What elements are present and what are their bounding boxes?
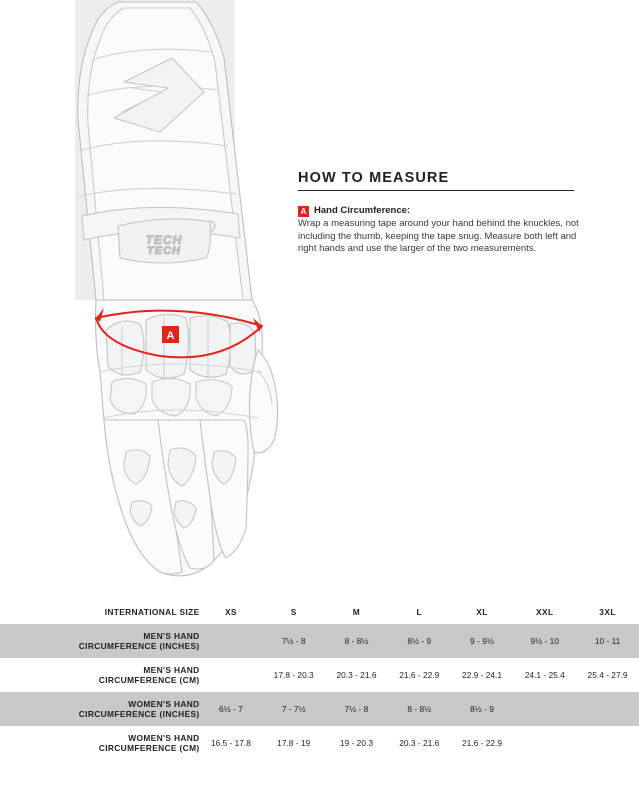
callout-badge-a — [162, 326, 179, 343]
cell-womens-cm-s: 17.8 - 19 — [262, 726, 325, 760]
title-divider — [298, 190, 574, 191]
row-label-mens-cm: MEN'S HAND CIRCUMFERENCE (CM) — [0, 658, 200, 692]
how-to-measure-title: HOW TO MEASURE — [298, 170, 450, 186]
cell-womens-in-xs: 6½ - 7 — [200, 692, 263, 726]
cell-mens-cm-xl: 22.9 - 24.1 — [451, 658, 514, 692]
glove-diagram-svg — [0, 0, 300, 595]
cell-mens-in-l: 8½ - 9 — [388, 624, 451, 658]
brand-badge — [118, 219, 211, 263]
row-label-mens-inches: MEN'S HAND CIRCUMFERENCE (INCHES) — [0, 624, 200, 658]
row-label-womens-inches: WOMEN'S HAND CIRCUMFERENCE (INCHES) — [0, 692, 200, 726]
cell-mens-in-xxl: 9½ - 10 — [513, 624, 576, 658]
badge-a-icon: A — [298, 206, 309, 217]
cell-womens-cm-l: 20.3 - 21.6 — [388, 726, 451, 760]
column-header-xxl: XXL — [513, 600, 576, 624]
cell-womens-cm-xs: 16.5 - 17.8 — [200, 726, 263, 760]
svg-text:TECH: TECH — [145, 233, 183, 247]
cell-mens-cm-xs — [200, 658, 263, 692]
cell-womens-in-m: 7½ - 8 — [325, 692, 388, 726]
cell-womens-in-xxl — [513, 692, 576, 726]
cell-mens-cm-m: 20.3 - 21.6 — [325, 658, 388, 692]
cell-womens-in-3xl — [576, 692, 639, 726]
column-header-l: L — [388, 600, 451, 624]
table-header-label: INTERNATIONAL SIZE — [0, 600, 200, 624]
table-row — [0, 692, 639, 726]
cell-womens-in-xl: 8½ - 9 — [451, 692, 514, 726]
how-to-measure-block — [298, 170, 598, 256]
cell-womens-cm-xxl — [513, 726, 576, 760]
cell-mens-in-xl: 9 - 9½ — [451, 624, 514, 658]
cell-mens-in-m: 8 - 8½ — [325, 624, 388, 658]
column-header-s: S — [262, 600, 325, 624]
column-header-xs: XS — [200, 600, 263, 624]
size-chart-table — [0, 600, 639, 760]
cell-womens-in-l: 8 - 8½ — [388, 692, 451, 726]
glove-illustration — [0, 0, 300, 590]
table-row — [0, 658, 639, 692]
cell-mens-cm-xxl: 24.1 - 25.4 — [513, 658, 576, 692]
cell-mens-cm-l: 21.6 - 22.9 — [388, 658, 451, 692]
row-label-womens-cm: WOMEN'S HAND CIRCUMFERENCE (CM) — [0, 726, 200, 760]
table-row — [0, 624, 639, 658]
cell-mens-in-xs — [200, 624, 263, 658]
cell-womens-in-s: 7 - 7½ — [262, 692, 325, 726]
cell-womens-cm-xl: 21.6 - 22.9 — [451, 726, 514, 760]
cell-mens-cm-3xl: 25.4 - 27.9 — [576, 658, 639, 692]
how-to-measure-body: Wrap a measuring tape around your hand behind the knuckles, not including the thumb, keeping the tape snug. Measure both left and right hands and use the larger of the two measurements. — [298, 218, 579, 254]
column-header-xl: XL — [451, 600, 514, 624]
table-row — [0, 726, 639, 760]
cell-womens-cm-3xl — [576, 726, 639, 760]
cell-womens-cm-m: 19 - 20.3 — [325, 726, 388, 760]
svg-text:A: A — [166, 330, 175, 342]
column-header-3xl: 3XL — [576, 600, 639, 624]
svg-text:TECH: TECH — [147, 245, 181, 257]
cell-mens-cm-s: 17.8 - 20.3 — [262, 658, 325, 692]
column-header-m: M — [325, 600, 388, 624]
cell-mens-in-s: 7½ - 8 — [262, 624, 325, 658]
how-to-measure-subtitle: Hand Circumference: — [314, 205, 411, 216]
table-header-row — [0, 600, 639, 624]
cell-mens-in-3xl: 10 - 11 — [576, 624, 639, 658]
